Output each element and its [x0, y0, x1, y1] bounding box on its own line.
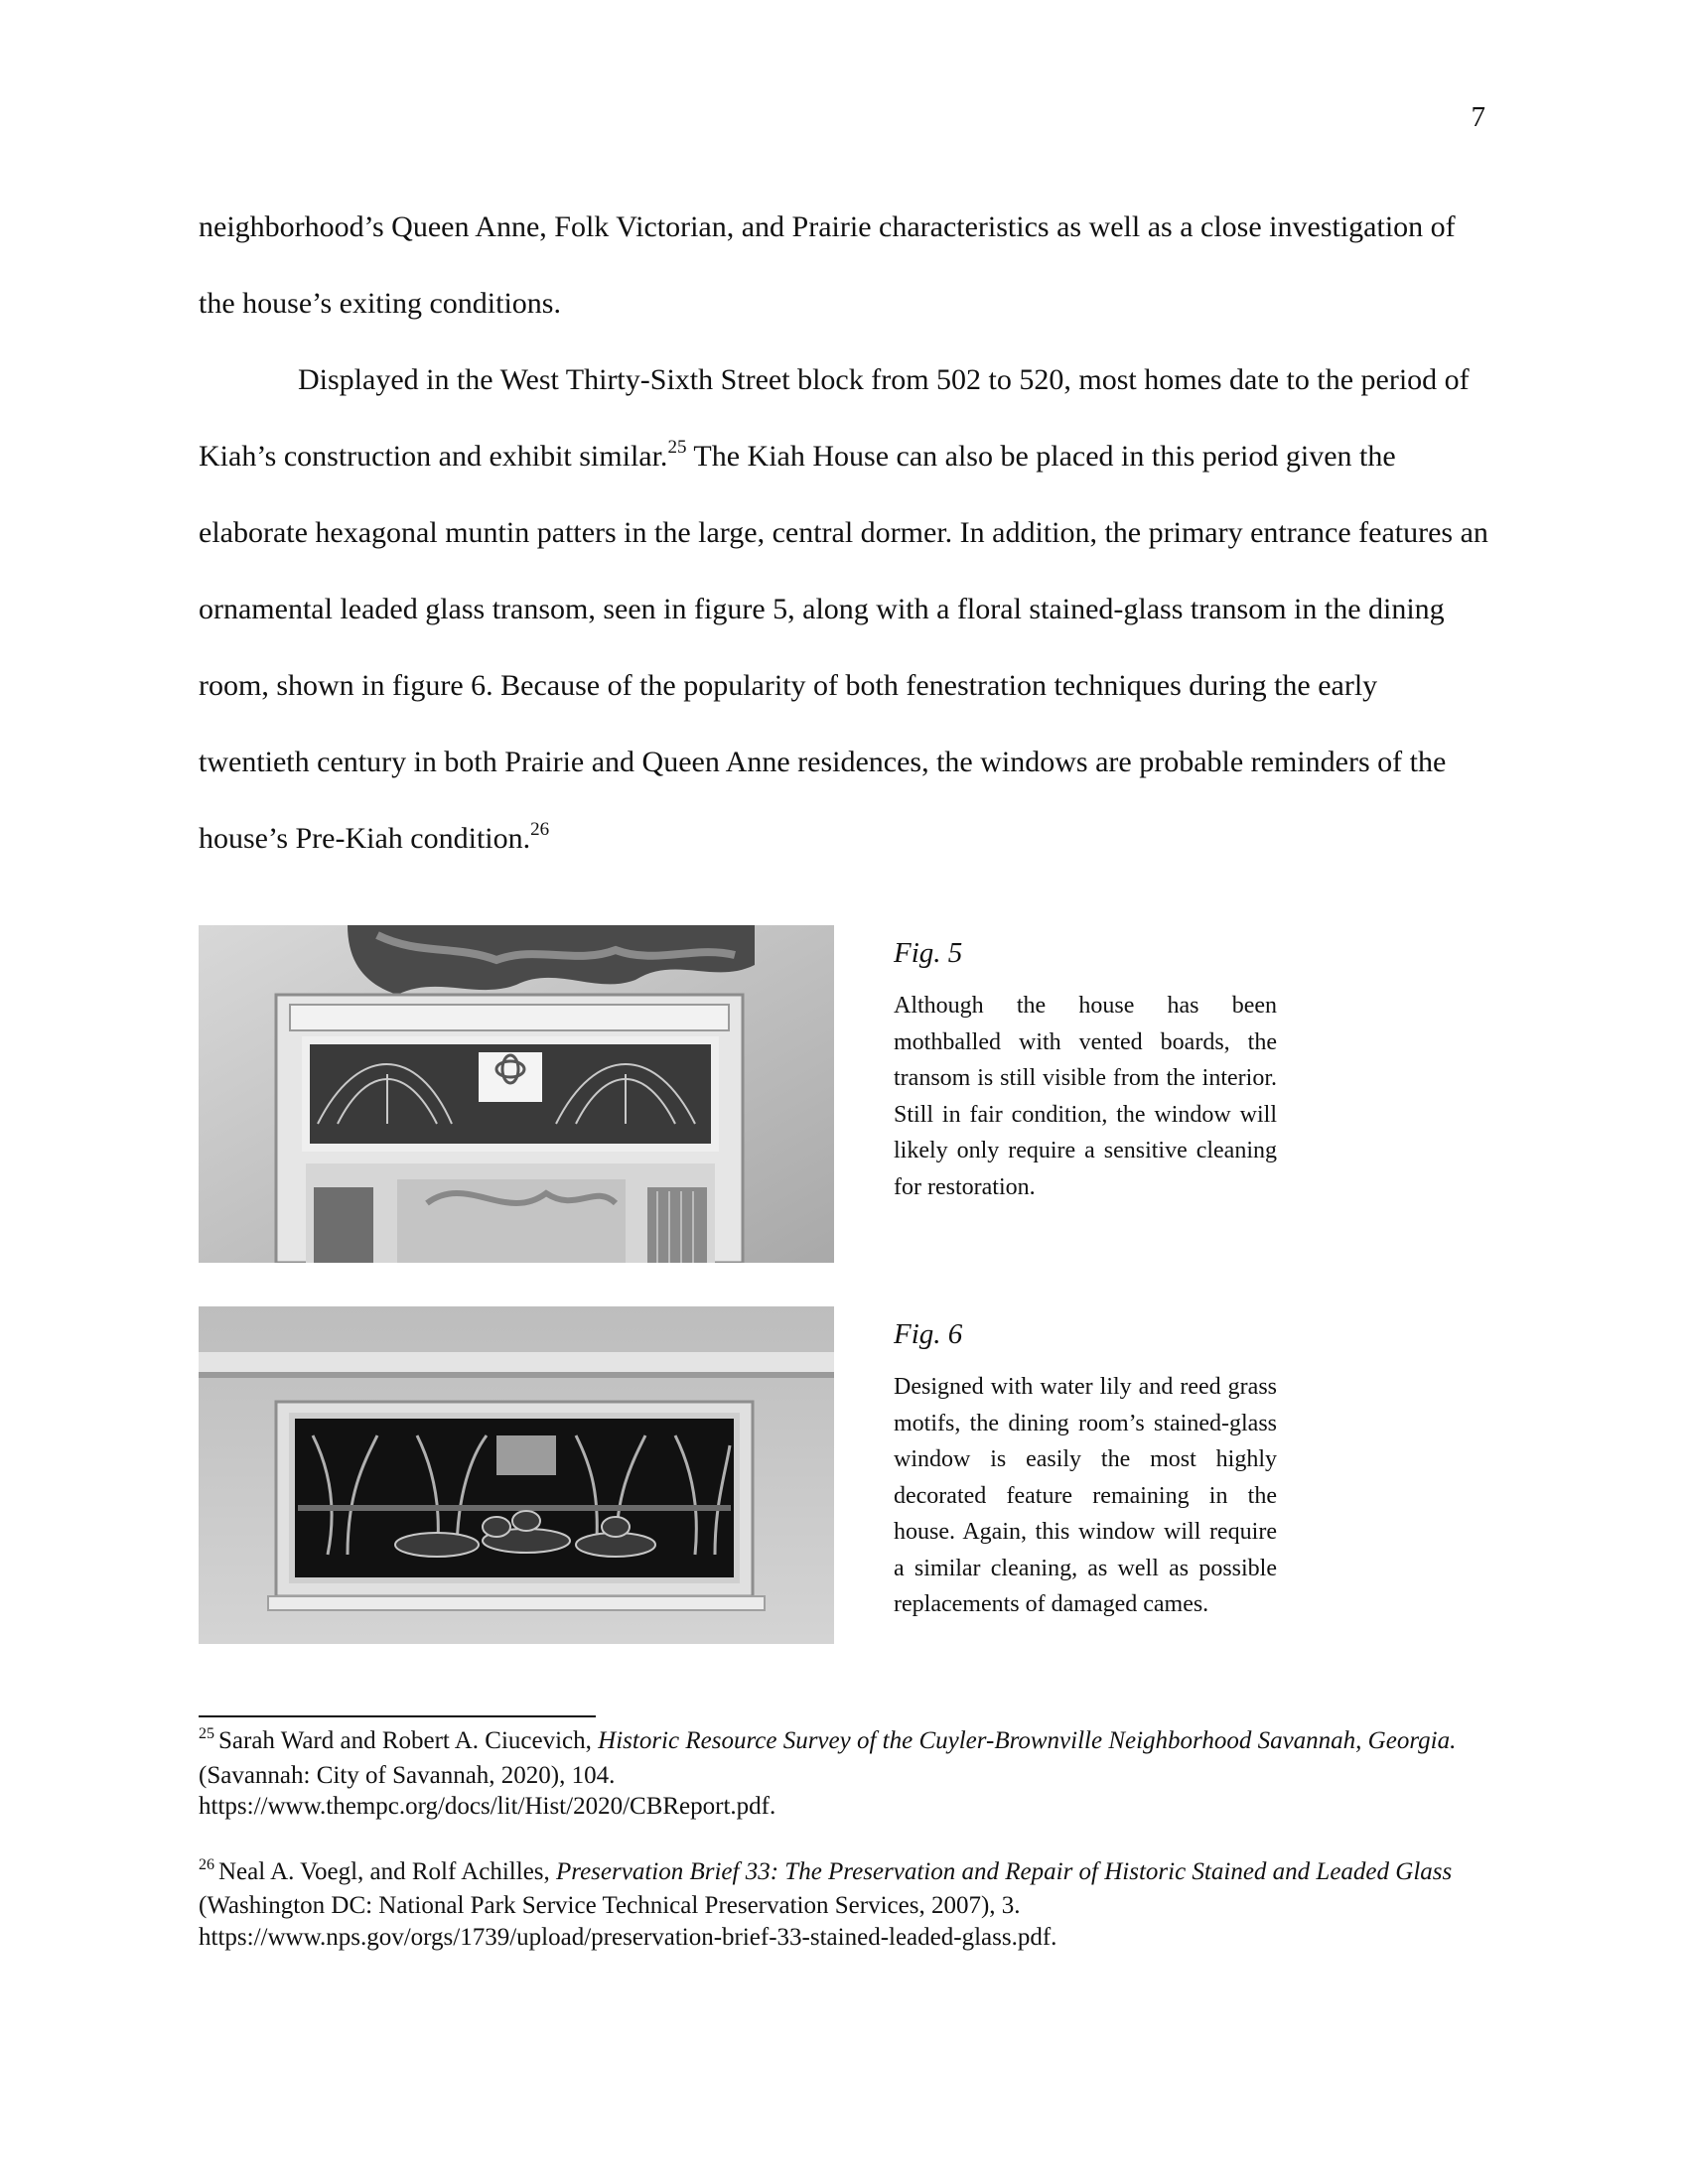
page-number: 7 — [1471, 101, 1485, 133]
footnote-26 — [199, 1856, 1479, 1954]
paragraph-2-text-a: Displayed in the West Thirty-Sixth Street block from 502 to 520, most homes date to the period of Kiah’s construction and exhibit similar. — [199, 363, 1470, 473]
footnote-details: (Washington DC: National Park Service Technical Preservation Services, 2007), 3. — [199, 1892, 1021, 1919]
footnote-title: Historic Resource Survey of the Cuyler-Brownville Neighborhood Savannah, Georgia. — [598, 1727, 1457, 1754]
footnote-url[interactable]: https://www.nps.gov/orgs/1739/upload/preservation-brief-33-stained-leaded-glass.pdf. — [199, 1923, 1057, 1951]
footnote-details: (Savannah: City of Savannah, 2020), 104. — [199, 1761, 616, 1789]
figure-5-caption-text: Although the house has been mothballed with vented boards, the transom is still visible from the interior. Still in fair condition, the window will likely only require a sensitive cleaning for restoration. — [894, 993, 1277, 1200]
footnote-separator — [199, 1715, 596, 1717]
paragraph-2-text-b: The Kiah House can also be placed in this period given the elaborate hexagonal muntin patters in the large, central dormer. In addition, the primary entrance features an ornamental leaded glass transom, seen in figure 5, along with a floral stained-glass transom in the dining room, shown in figure 6. Because of the popularity of both fenestration techniques during the early twentieth century in both Prairie and Queen Anne residences, the windows are probable reminders of the house’s Pre-Kiah condition. — [199, 440, 1488, 855]
figure-5-caption — [894, 925, 1277, 1205]
footnote-mark: 25 — [199, 1725, 214, 1742]
footnote-url[interactable]: https://www.thempc.org/docs/lit/Hist/2020/CBReport.pdf. — [199, 1793, 776, 1820]
paragraph-2 — [199, 341, 1489, 877]
footnote-mark: 26 — [199, 1855, 214, 1873]
figure-5 — [199, 925, 1489, 1263]
stained-glass-photo-fig6 — [199, 1306, 834, 1644]
figure-6-caption — [894, 1306, 1277, 1623]
figure-6 — [199, 1306, 1489, 1644]
figure-5-label: Fig. 5 — [894, 937, 963, 969]
footnote-title: Preservation Brief 33: The Preservation and Repair of Historic Stained and Leaded Glass — [556, 1857, 1453, 1885]
figure-6-label: Fig. 6 — [894, 1318, 963, 1350]
footnote-authors: Sarah Ward and Robert A. Ciucevich, — [218, 1727, 599, 1754]
footnotes — [199, 1725, 1479, 1986]
transom-photo-fig5 — [199, 925, 834, 1263]
footnote-ref-26[interactable]: 26 — [530, 819, 550, 840]
footnote-ref-25[interactable]: 25 — [667, 437, 687, 458]
paragraph-1: neighborhood’s Queen Anne, Folk Victorian, and Prairie characteristics as well as a close investigation of the house’s exiting conditions. — [199, 210, 1456, 320]
footnote-authors: Neal A. Voegl, and Rolf Achilles, — [218, 1857, 557, 1885]
figure-6-caption-text: Designed with water lily and reed grass motifs, the dining room’s stained-glass window is easily the most highly decorated feature remaining in the house. Again, this window will require a similar cleaning, as well as possible replacements of damaged cames. — [894, 1374, 1277, 1617]
footnote-25 — [199, 1725, 1479, 1823]
body-text — [199, 189, 1489, 877]
